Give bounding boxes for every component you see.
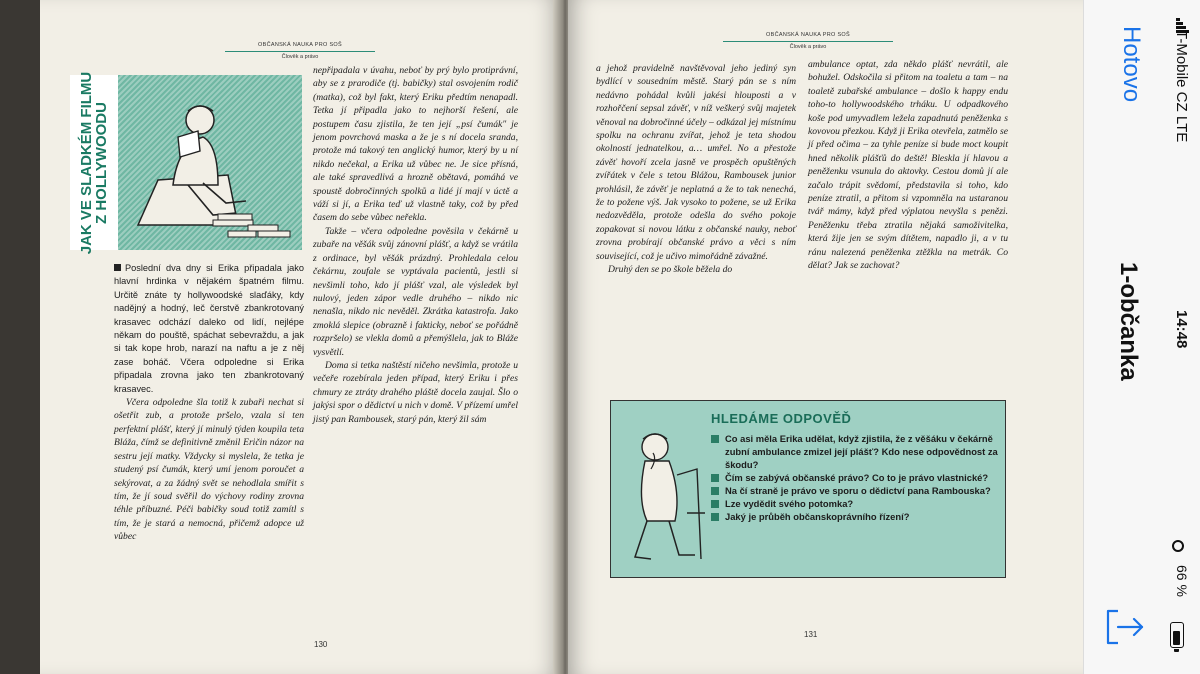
running-rule [225,51,375,52]
document-title: 1-občanka [1115,262,1142,381]
reading-man-illustration [118,75,302,250]
right-column-1 [596,62,796,277]
battery-icon [1170,622,1184,648]
question-item: Lze vydědit svého potomka? [711,497,1001,510]
question-item: Čím se zabývá občanské právo? Co to je právo vlastnické? [711,471,1001,484]
square-bullet-icon [114,264,121,271]
paragraph: Doma si tetka naštěstí ničeho nevšimla, protože u večeře rozebírala jeden případ, který Eriku i přes chmury ze ztráty drahého pláště docela zaujal. Šlo o jakýsi spor o dědictví u nich v domě. V přízemí umřel jistý pan Rambousek, starý pán, který žil sám [313,359,518,425]
running-rule [723,41,893,42]
paragraph: nepřipadala v úvahu, neboť by prý bylo protiprávní, aby se z prarodiče (tj. babičky) stal osvojením rodič (matka), což byl fakt, který Eriku předtím nenapadl. Tetka jí připadla jako to nejhorší řešení, ale postupem času zjistila, že ten její „psí čumák" je jenom povrchová maska a že je s ní docela sranda, protože má takový ten anglický humor, který by u ní nikdo nečekal, a Erika už vůbec ne. Je sice přísná, ale také spravedlivá a hrozně obětavá, pomáhá ve spoustě dobročinných spolků a lidé jí mají v úctě a váží si jí, a Erika teď už vlastně taky, což by před časem do sebe vůbec neřekla. [313,65,518,224]
left-column-2 [313,64,518,426]
left-column-1 [114,262,304,544]
question-item: Jaký je průběh občanskoprávního řízení? [711,510,1001,523]
thinking-man-illustration [617,409,705,571]
paragraph: Poslední dva dny si Erika připadala jako hlavní hrdinka v nějakém špatném filmu. Určitě znáte ty hollywoodské slaďáky, kdy nadějný a hodný, leč čerstvě zbankrotovaný krasavec odchází daleko od lidí, nejlépe někam do pouště, spáchat sebevraždu, a jak si tak kope hrob, narazí na naftu a je z něj zase boháč. Včera odpoledne si Erika připadala zrovna jako ten zbankrotovaný krasavec. [114,263,304,394]
paragraph: Druhý den se po škole běžela do [608,264,733,276]
alarm-icon [1172,540,1184,552]
paragraph: a jehož pravidelně navštěvoval jeho jediný syn bydlící v sousedním městě. Starý pán se s ním nedávno pohádal kvůli jakési hlouposti a v rozhořčení sepsal závěť, v níž veškerý svůj majetek věnoval na dobročinné účely – odkázal jej místnímu spolku na ochranu zvířat, jehož je teta shodou okolností jednatelkou, a… umřel. No a přestože závěť hovoří zcela jasně ve prospěch opuštěných zvířátek v čele s tetou Blážou, Rambousek junior prohlásil, že závěť je neplatná a že to tak nenechá, že to požene výš. Jak vysoko to požene, se už Erika nedozvěděla, protože odešla do svého pokoje zopakovat si novou látku z občanské nauky, neboť zrovna probírají občanské právo a věci s ním související, což je učivo mimořádně závažné. [596,63,796,262]
running-subhead: Člověk a právo [281,54,319,60]
feature-banner [70,71,302,254]
feature-title: JAK VE SLADKÉM FILMU Z HOLLYWOODU [70,75,118,250]
done-button[interactable]: Hotovo [1118,26,1145,103]
paragraph: ambulance optat, zda někdo plášť nevrátil, ale bohužel. Odskočila si přitom na toaletu a tam – na toaletě zubařské ambulance – došlo k happy endu toho-to hollywoodského trháku. U odpadkového koše pod umyvadlem ležela zapadnutá peněženka s kovovou přezkou. Když ji Erika otevřela, zatmělo se jí před očima – za tyhle peníze si bude moct koupit hned několik plášťů do deště! Bleskla jí hlavou a peněženku vsunula do aktovky. Cestou domů jí ale začalo trápit svědomí, představila si toho, kdo peníze ztratil, a přitom si vzpomněla na ustaranou tvář mámy, když před výplatou nevyšla s penězi. Peněženku třeba ztratila nějaká samoživitelka, která žije jen se svým dítětem, napadlo ji, a v tu ránu nalezená peněženka ztěžkla na metrák. Co dělat? Jak se zachovat? [808,59,1008,272]
running-head: OBČANSKÁ NAUKA PRO SOŠ [258,42,342,48]
cartoon-illustration [118,75,302,250]
paragraph: Včera odpoledne šla totiž k zubaři nechat si ošetřit zub, a protože pršelo, vzala si ten perfektní plášť, který jí minulý týden koupila teta Bláža, čímž se definitivně změnil Eričin názor na sestru její matky. Vždycky si myslela, že tetka je studený psí čumák, který umí jenom poroučet a sekýrovat, a za žádný svět se nehodlala smířit s tím, že jí soud svěřil do výchovy rodiny zrovna téhle příbuzné. Péči babičky soud totiž zamítl s tím, že je stará a nemocná, přičemž adopce už vůbec [114,397,304,543]
carrier-label: T-Mobile CZ LTE [1173,30,1190,143]
status-time: 14:48 [1173,310,1190,349]
share-button[interactable] [1104,605,1148,649]
running-head: OBČANSKÁ NAUKA PRO SOŠ [766,32,850,38]
page-number-right: 131 [804,630,818,639]
question-box-title: HLEDÁME ODPOVĚĎ [711,411,852,426]
paragraph: Takže – včera odpoledne pověsila v čekárně u zubaře na věšák svůj zánovní plášť, a když se vrátila z ordinace, byl věšák prázdný. Prohledala celou čekárnu, zoufale se vyptávala pacientů, jestli si nevšimli toho, kdo jí plášť vzal, ale výsledek byl nulový, jeden zápor vedle druhého – nikdo nic nenašla, nikdo nic nevěděl. Zkrátka katastrofa. Jako zmoklá slepice (obrazně i fakticky, neboť se pořádně rozpršelo) se vlekla domů a přemýšlela, jak to Bláže vysvětlí. [313,225,518,358]
question-box [610,400,1006,578]
question-list [711,432,1001,523]
right-column-2 [808,58,1008,273]
running-subhead: Člověk a právo [789,44,827,50]
battery-percentage: 66 % [1174,565,1190,597]
question-item: Co asi měla Erika udělat, když zjistila, že z věšáku v čekárně zubní ambulance zmizel její plášť? Kdo nese odpovědnost za škodu? [711,432,1001,471]
page-number-left: 130 [314,640,328,649]
share-icon [1104,605,1148,649]
question-item: Na čí straně je právo ve sporu o dědictví pana Rambouska? [711,484,1001,497]
